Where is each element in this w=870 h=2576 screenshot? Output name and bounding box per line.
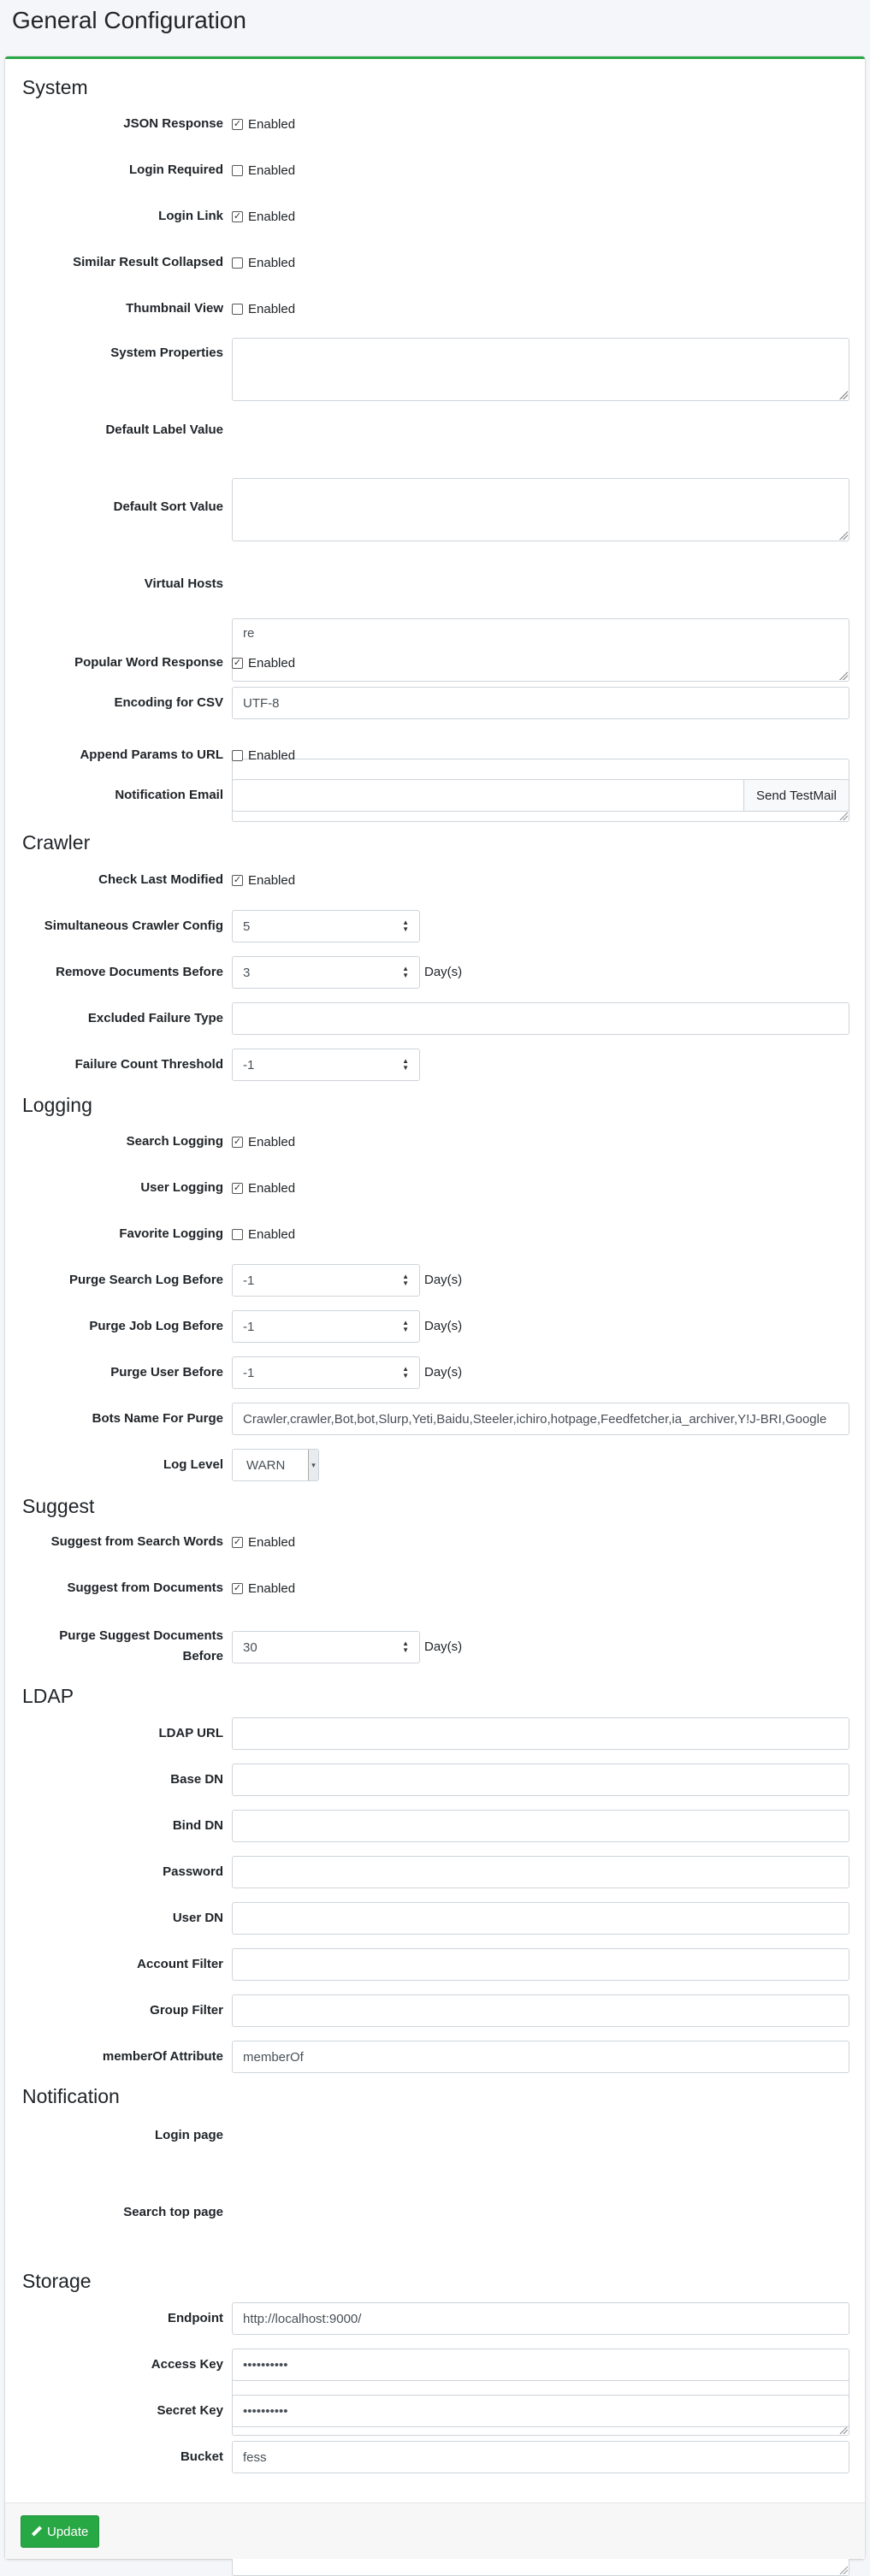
spinner-icon[interactable]: ▲ ▼ (402, 965, 409, 979)
purge-suggest-docs-label-line2: Before (182, 1649, 223, 1663)
day-unit-text: Day(s) (424, 1365, 463, 1380)
checkbox-unchecked-icon[interactable] (232, 1229, 243, 1240)
enabled-text: Enabled (248, 116, 296, 132)
access-key-input[interactable]: •••••••••• (232, 2349, 849, 2381)
json-response-checkbox[interactable] (232, 114, 295, 134)
purge-job-log-label: Purge Job Log Before (89, 1319, 223, 1333)
checkbox-checked-icon[interactable]: ✓ (233, 1582, 242, 1593)
section-suggest-title: Suggest (22, 1495, 95, 1517)
enabled-text: Enabled (248, 1134, 296, 1149)
user-dn-label: User DN (172, 1911, 223, 1925)
encoding-csv-label: Encoding for CSV (114, 695, 223, 710)
user-dn-input[interactable] (232, 1902, 849, 1935)
spinner-icon[interactable]: ▲ ▼ (402, 1057, 409, 1072)
user-logging-label: User Logging (140, 1180, 223, 1195)
enabled-text: Enabled (248, 747, 296, 763)
memberof-attribute-input[interactable]: memberOf (232, 2041, 849, 2073)
checkbox-unchecked-icon[interactable] (232, 257, 243, 269)
popular-word-response-checkbox[interactable] (232, 653, 295, 673)
day-unit-text: Day(s) (424, 1640, 463, 1654)
send-testmail-button[interactable]: Send TestMail (744, 779, 849, 812)
section-crawler-title: Crawler (22, 831, 91, 854)
checkbox-checked-icon[interactable]: ✓ (233, 657, 242, 668)
checkbox-checked-icon[interactable]: ✓ (233, 210, 242, 222)
bots-name-label: Bots Name For Purge (92, 1411, 223, 1426)
log-level-select[interactable] (232, 1449, 319, 1481)
encoding-csv-input[interactable]: UTF-8 (232, 687, 849, 719)
thumbnail-view-label: Thumbnail View (126, 301, 223, 316)
system-properties-label: System Properties (110, 346, 223, 360)
purge-job-log-value: -1 (243, 1319, 255, 1334)
chevron-down-icon[interactable]: ▾ (308, 1450, 318, 1480)
checkbox-checked-icon[interactable]: ✓ (233, 1136, 242, 1147)
json-response-label: JSON Response (123, 116, 223, 131)
resize-grip-icon[interactable] (839, 391, 848, 399)
remove-documents-label: Remove Documents Before (56, 965, 223, 979)
enabled-text: Enabled (248, 255, 296, 270)
section-notification-title: Notification (22, 2085, 120, 2107)
section-ldap-title: LDAP (22, 1685, 74, 1707)
enabled-text: Enabled (248, 1226, 296, 1242)
excluded-failure-type-label: Excluded Failure Type (87, 1011, 223, 1025)
enabled-text: Enabled (248, 872, 296, 888)
pencil-icon (32, 2526, 42, 2537)
ldap-url-label: LDAP URL (158, 1726, 223, 1740)
purge-job-log-input[interactable] (232, 1310, 420, 1343)
resize-grip-icon[interactable] (839, 812, 848, 820)
day-unit-text: Day(s) (424, 1273, 463, 1287)
log-level-label: Log Level (163, 1457, 223, 1472)
memberof-attribute-label: memberOf Attribute (102, 2049, 223, 2064)
endpoint-input[interactable]: http://localhost:9000/ (232, 2302, 849, 2335)
purge-suggest-docs-label (9, 1626, 223, 1667)
group-filter-input[interactable] (232, 1994, 849, 2027)
simultaneous-config-label: Simultaneous Crawler Config (44, 919, 223, 933)
account-filter-label: Account Filter (137, 1957, 223, 1971)
checkbox-checked-icon[interactable]: ✓ (233, 1182, 242, 1193)
default-sort-value-value: re (243, 626, 255, 641)
purge-user-label: Purge User Before (110, 1365, 223, 1380)
ldap-password-input[interactable] (232, 1856, 849, 1888)
checkbox-unchecked-icon[interactable] (232, 750, 243, 761)
default-label-value-label: Default Label Value (105, 422, 223, 437)
base-dn-label: Base DN (170, 1772, 223, 1787)
virtual-hosts-label: Virtual Hosts (144, 576, 223, 591)
login-link-checkbox[interactable] (232, 206, 295, 227)
login-required-label: Login Required (129, 162, 223, 177)
append-params-label: Append Params to URL (80, 747, 223, 762)
check-last-modified-label: Check Last Modified (98, 872, 223, 887)
ldap-password-label: Password (163, 1864, 223, 1879)
update-button[interactable] (21, 2515, 99, 2548)
resize-grip-icon[interactable] (839, 531, 848, 540)
search-logging-checkbox[interactable] (232, 1131, 295, 1152)
checkbox-checked-icon[interactable]: ✓ (233, 1536, 242, 1547)
access-key-label: Access Key (151, 2357, 223, 2372)
enabled-text: Enabled (248, 209, 296, 224)
section-logging-title: Logging (22, 1094, 92, 1116)
purge-suggest-docs-label-line1: Purge Suggest Documents (59, 1628, 223, 1643)
notification-email-label: Notification Email (115, 788, 223, 802)
bind-dn-input[interactable] (232, 1810, 849, 1842)
append-params-checkbox[interactable] (232, 745, 295, 765)
bind-dn-label: Bind DN (172, 1818, 223, 1833)
bucket-label: Bucket (180, 2449, 223, 2464)
ldap-url-input[interactable] (232, 1717, 849, 1750)
notification-email-group (232, 779, 849, 812)
search-logging-label: Search Logging (126, 1134, 223, 1149)
user-logging-checkbox[interactable] (232, 1178, 295, 1198)
failure-count-label: Failure Count Threshold (74, 1057, 223, 1072)
default-label-value-textarea[interactable] (232, 478, 849, 541)
secret-key-label: Secret Key (157, 2403, 223, 2418)
config-form-card (5, 56, 865, 2559)
resize-grip-icon[interactable] (839, 2566, 848, 2574)
purge-search-log-input[interactable] (232, 1264, 420, 1297)
login-page-label: Login page (155, 2128, 223, 2142)
simultaneous-config-input[interactable] (232, 910, 420, 942)
day-unit-text: Day(s) (424, 965, 463, 979)
suggest-search-words-label: Suggest from Search Words (50, 1534, 223, 1549)
checkbox-checked-icon[interactable]: ✓ (233, 118, 242, 129)
spinner-icon[interactable]: ▲ ▼ (402, 1273, 409, 1287)
update-button-label: Update (47, 2524, 89, 2539)
section-storage-title: Storage (22, 2270, 92, 2292)
purge-suggest-docs-input[interactable] (232, 1631, 420, 1663)
spinner-icon[interactable]: ▲ ▼ (402, 1319, 409, 1333)
enabled-text: Enabled (248, 1534, 296, 1550)
simultaneous-config-value: 5 (243, 919, 251, 934)
login-required-checkbox[interactable] (232, 160, 295, 180)
enabled-text: Enabled (248, 301, 296, 316)
login-link-label: Login Link (158, 209, 223, 223)
excluded-failure-type-input[interactable] (232, 1002, 849, 1035)
check-last-modified-checkbox[interactable] (232, 870, 295, 890)
spinner-icon[interactable]: ▲ ▼ (402, 919, 409, 933)
account-filter-input[interactable] (232, 1948, 849, 1981)
similar-result-collapsed-checkbox[interactable] (232, 252, 295, 273)
purge-suggest-docs-value: 30 (243, 1640, 257, 1655)
favorite-logging-label: Favorite Logging (119, 1226, 223, 1241)
default-sort-value-label: Default Sort Value (113, 499, 223, 514)
favorite-logging-checkbox[interactable] (232, 1224, 295, 1244)
day-unit-text: Day(s) (424, 1319, 463, 1333)
failure-count-input[interactable] (232, 1049, 420, 1081)
enabled-text: Enabled (248, 655, 296, 671)
card-footer (5, 2502, 865, 2559)
purge-search-log-label: Purge Search Log Before (68, 1273, 223, 1287)
form-body (5, 59, 865, 2505)
suggest-documents-checkbox[interactable] (232, 1578, 295, 1598)
group-filter-label: Group Filter (150, 2003, 223, 2018)
purge-user-input[interactable] (232, 1356, 420, 1389)
similar-result-collapsed-label: Similar Result Collapsed (73, 255, 223, 269)
bots-name-input[interactable]: Crawler,crawler,Bot,bot,Slurp,Yeti,Baidu,Steeler,ichiro,hotpage,Feedfetcher,ia_archiver,Y!J-BRI,Google (232, 1403, 849, 1435)
page-title: General Configuration (12, 7, 246, 33)
enabled-text: Enabled (248, 162, 296, 178)
enabled-text: Enabled (248, 1180, 296, 1196)
secret-key-input[interactable]: •••••••••• (232, 2395, 849, 2427)
suggest-documents-label: Suggest from Documents (67, 1580, 223, 1595)
enabled-text: Enabled (248, 1580, 296, 1596)
log-level-value: WARN (246, 1457, 286, 1473)
checkbox-checked-icon[interactable]: ✓ (233, 874, 242, 885)
bucket-input[interactable]: fess (232, 2441, 849, 2473)
suggest-search-words-checkbox[interactable] (232, 1532, 295, 1552)
checkbox-unchecked-icon[interactable] (232, 304, 243, 315)
purge-user-value: -1 (243, 1365, 255, 1380)
popular-word-response-label: Popular Word Response (74, 655, 223, 670)
remove-documents-value: 3 (243, 965, 251, 980)
purge-search-log-value: -1 (243, 1273, 255, 1288)
resize-grip-icon[interactable] (839, 671, 848, 680)
spinner-icon[interactable]: ▲ ▼ (402, 1640, 409, 1654)
notification-email-input[interactable] (232, 779, 744, 812)
endpoint-label: Endpoint (168, 2311, 223, 2325)
remove-documents-input[interactable] (232, 956, 420, 989)
checkbox-unchecked-icon[interactable] (232, 165, 243, 176)
section-system-title: System (22, 76, 88, 98)
failure-count-value: -1 (243, 1057, 255, 1072)
default-sort-value-textarea[interactable] (232, 618, 849, 682)
spinner-icon[interactable]: ▲ ▼ (402, 1365, 409, 1380)
thumbnail-view-checkbox[interactable] (232, 298, 295, 319)
search-top-page-label: Search top page (123, 2205, 223, 2219)
system-properties-textarea[interactable] (232, 338, 849, 401)
base-dn-input[interactable] (232, 1764, 849, 1796)
